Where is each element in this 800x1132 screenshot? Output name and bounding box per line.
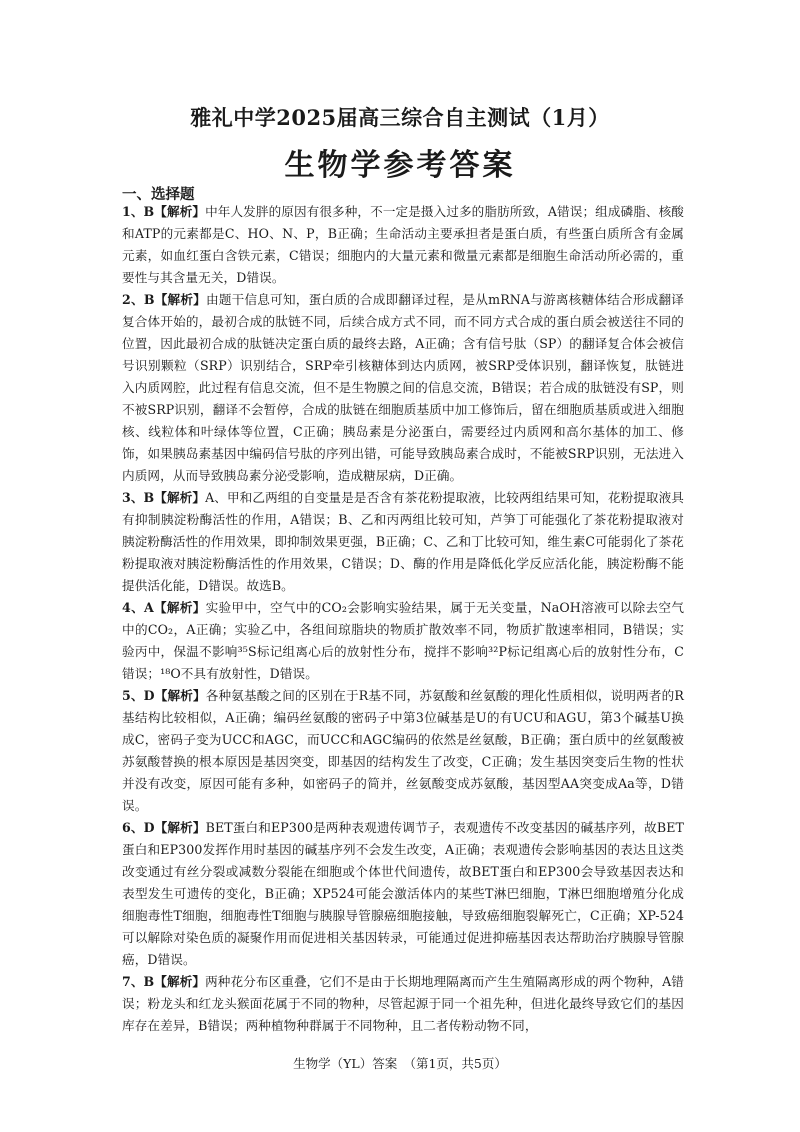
answer-label: 4、A【解析】 (122, 600, 206, 615)
answer-text: BET蛋白和EP300是两种表观遗传调节子，表观遗传不改变基因的碱基序列，故BET蛋白和EP300发挥作用时基因的碱基序列不会发生改变，A正确；表观遗传会影响基因的表达且这类改变通过有丝分裂或减数分裂能在细胞或个体世代间遗传，故BET蛋白和EP300会导致基因表达和表型发生可遗传的变化，B正确；XP524可能会激活体内的某些T淋巴细胞，T淋巴细胞增殖分化成细胞毒性T细胞，细胞毒性T细胞与胰腺导管腺癌细胞接触，导致癌细胞裂解死亡，C正确；XP-524可以解除对染色质的凝聚作用而促进相关基因转录，可能通过促进抑癌基因表达帮助治疗胰腺导管腺癌，D错误。 (122, 820, 684, 967)
answer-label: 2、B【解析】 (122, 292, 206, 307)
answer-item-4 (122, 597, 684, 685)
page-footer: 生物学（YL）答案 （第1页，共5页） (293, 1056, 507, 1071)
answer-label: 6、D【解析】 (122, 820, 206, 835)
answer-text: 中年人发胖的原因有很多种，不一定是摄入过多的脂肪所致，A错误；组成磷脂、核酸和ATP的元素都是C、HO、N、P，B正确；生命活动主要承担者是蛋白质，有些蛋白质所含有金属元素，如血红蛋白含铁元素，C错误；细胞内的大量元素和微量元素都是细胞生命活动所必需的，重要性与其含量无关，D错误。 (122, 204, 684, 285)
answer-text: 两种花分布区重叠，它们不是由于长期地理隔离而产生生殖隔离形成的两个物种，A错误；粉龙头和红龙头猴面花属于不同的物种，尽管起源于同一个祖先种，但进化最终导致它们的基因库存在差异，B错误；两种植物种群属于不同物种，且二者传粉动物不同， (122, 974, 684, 1033)
answer-label: 3、B【解析】 (122, 490, 206, 505)
answer-item-2 (122, 289, 684, 487)
exam-title: 雅礼中学2025届高三综合自主测试（1月） (190, 105, 610, 130)
answer-item-5 (122, 685, 684, 817)
answer-label: 7、B【解析】 (122, 974, 206, 989)
answer-text: 由题干信息可知，蛋白质的合成即翻译过程，是从mRNA与游离核糖体结合形成翻译复合体开始的，最初合成的肽链不同，后续合成方式不同，而不同方式合成的蛋白质会被送往不同的位置，因此最初合成的肽链决定蛋白质的最终去路，A正确；含有信号肽（SP）的翻译复合体会被信号识别颗粒（SRP）识别结合，SRP牵引核糖体到达内质网，被SRP受体识别，翻译恢复，肽链进入内质网腔，此过程有信息交流，但不是生物膜之间的信息交流，B错误；若合成的肽链没有SP，则不被SRP识别，翻译不会暂停，合成的肽链在细胞质基质中加工修饰后，留在细胞质基质或进入细胞核、线粒体和叶绿体等位置，C正确；胰岛素是分泌蛋白，需要经过内质网和高尔基体的加工、修饰，如果胰岛素基因中编码信号肽的序列出错，可能导致胰岛素合成时，不能被SRP识别，无法进入内质网，从而导致胰岛素分泌受影响，造成糖尿病，D正确。 (122, 292, 684, 483)
answer-text: 实验甲中，空气中的CO₂会影响实验结果，属于无关变量，NaOH溶液可以除去空气中的CO₂，A正确；实验乙中，各组间琼脂块的物质扩散效率不同，物质扩散速率相同，B错误；实验丙中，保温不影响³⁵S标记组离心后的放射性分布，搅拌不影响³²P标记组离心后的放射性分布，C错误；¹⁸O不具有放射性，D错误。 (122, 600, 685, 681)
section-heading: 一、选择题 (122, 186, 195, 203)
answer-item-1 (122, 201, 684, 289)
answer-item-3 (122, 487, 684, 597)
answer-text: A、甲和乙两组的自变量是是否含有茶花粉提取液，比较两组结果可知，花粉提取液具有抑制胰淀粉酶活性的作用，A错误；B、乙和丙两组比较可知，芦笋丁可能强化了茶花粉提取液对胰淀粉酶活性的作用效果，即抑制效果更强，B正确；C、乙和丁比较可知，维生素C可能弱化了茶花粉提取液对胰淀粉酶活性的作用效果，C错误；D、酶的作用是降低化学反应活化能，胰淀粉酶不能提供活化能，D错误。故选B。 (122, 490, 684, 593)
answer-text: 各种氨基酸之间的区别在于R基不同，苏氨酸和丝氨酸的理化性质相似，说明两者的R基结构比较相似，A正确；编码丝氨酸的密码子中第3位碱基是U的有UCU和AGU，第3个碱基U换成C，密码子变为UCC和AGC，而UCC和AGC编码的依然是丝氨酸，B正确；蛋白质中的丝氨酸被苏氨酸替换的根本原因是基因突变，即基因的结构发生了改变，C正确；发生基因突变后生物的性状并没有改变，原因可能有多种，如密码子的简并，丝氨酸变成苏氨酸，基因型AA突变成Aa等，D错误。 (122, 688, 685, 813)
document-subtitle: 生物学参考答案 (284, 148, 516, 183)
answer-label: 1、B【解析】 (122, 204, 206, 219)
answer-body (122, 201, 684, 1037)
answer-item-7 (122, 971, 684, 1037)
answer-label: 5、D【解析】 (122, 688, 206, 703)
answer-item-6 (122, 817, 684, 971)
